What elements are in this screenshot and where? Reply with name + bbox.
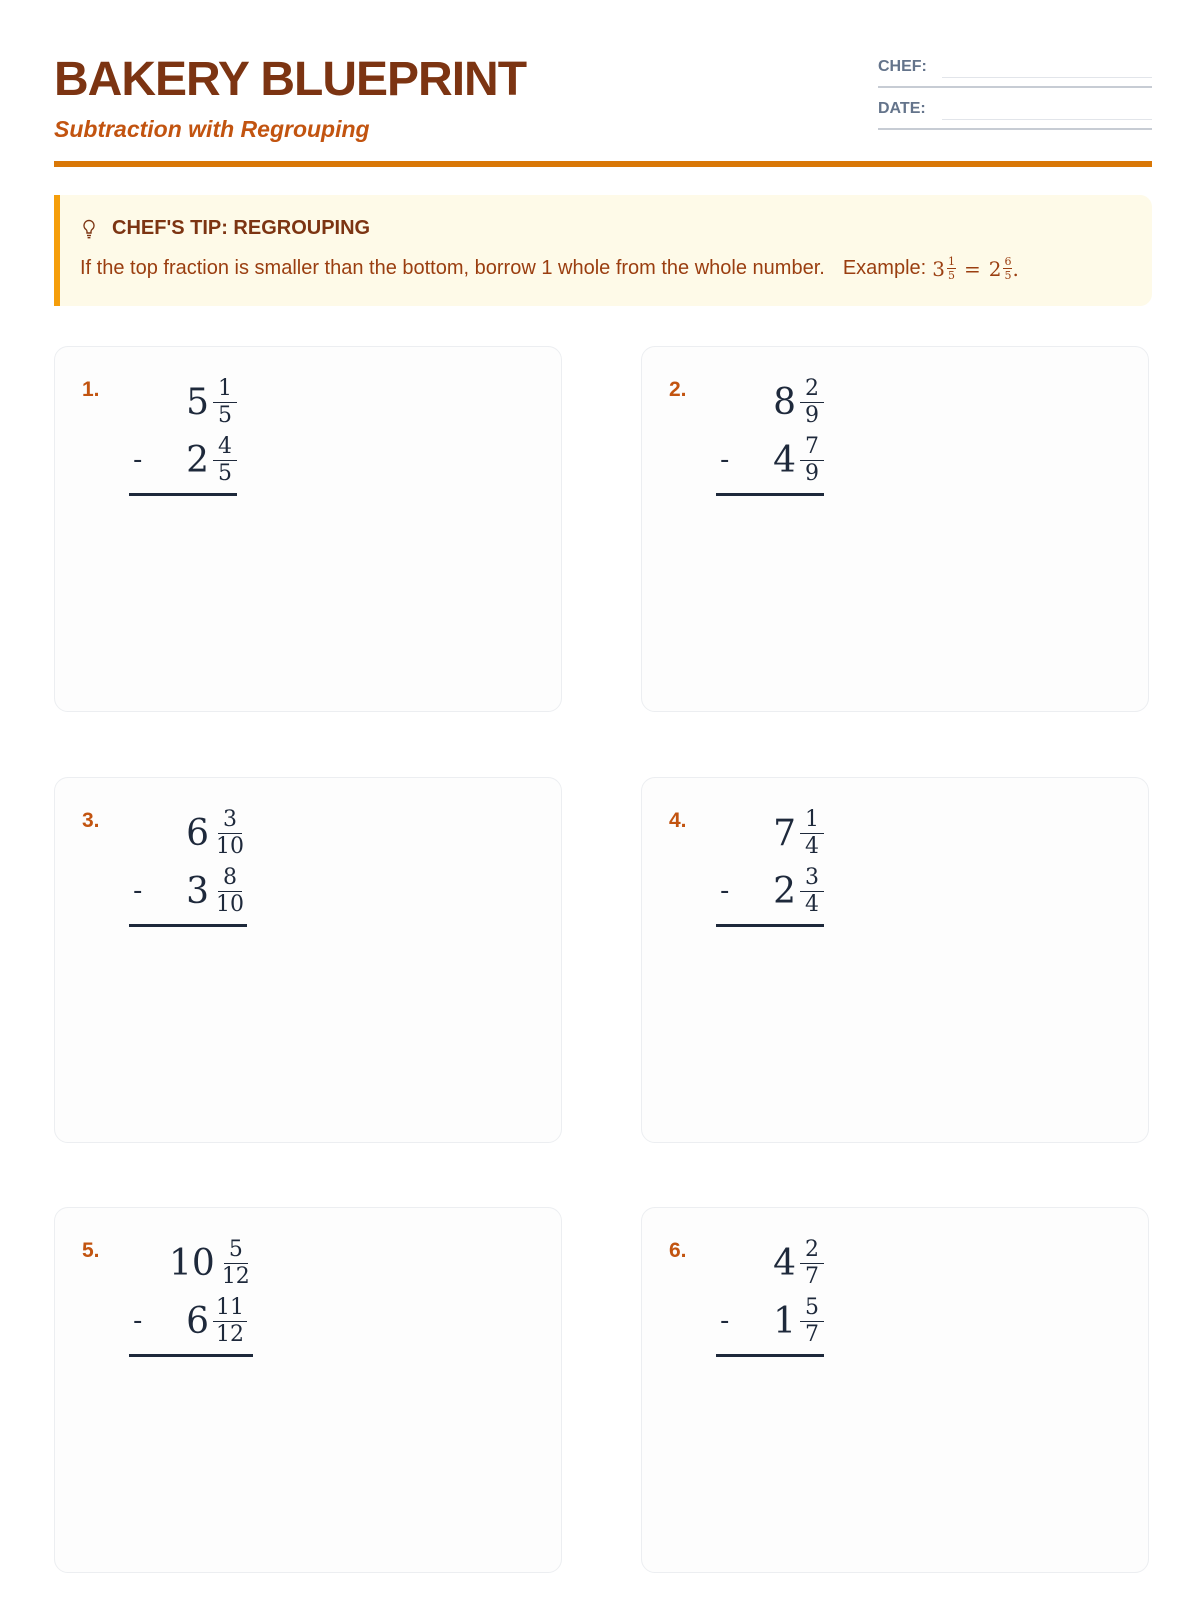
subtrahend-denominator: 4 xyxy=(805,891,819,917)
minuend-row xyxy=(716,1234,824,1292)
subtrahend-row xyxy=(129,1292,253,1350)
subtrahend-whole: 1 xyxy=(773,1300,796,1342)
problem-expression xyxy=(129,1234,253,1357)
answer-line xyxy=(716,1354,824,1357)
problem-card[interactable] xyxy=(641,777,1149,1143)
answer-line xyxy=(716,493,824,496)
date-field[interactable] xyxy=(878,88,1152,130)
subtrahend-fraction xyxy=(800,435,824,484)
tip-example xyxy=(843,256,1019,281)
date-label: DATE: xyxy=(878,100,926,117)
subtrahend-fraction xyxy=(800,1296,824,1345)
subtrahend-denominator: 7 xyxy=(805,1321,819,1347)
minuend-denominator: 4 xyxy=(805,833,819,859)
example-left-numerator: 1 xyxy=(947,255,955,268)
subtrahend-numerator: 11 xyxy=(213,1296,247,1321)
minuend-whole: 7 xyxy=(773,812,796,854)
worksheet-header xyxy=(54,53,1152,171)
subtrahend-numerator: 3 xyxy=(800,866,824,891)
problem-card[interactable] xyxy=(54,346,562,712)
minuend-row xyxy=(716,804,824,862)
chef-label: CHEF: xyxy=(878,58,927,75)
minus-sign: - xyxy=(720,1306,730,1336)
minuend-denominator: 10 xyxy=(216,833,244,859)
problem-number: 1. xyxy=(82,378,100,401)
minuend-denominator: 7 xyxy=(805,1263,819,1289)
problem-expression xyxy=(129,804,247,927)
subtrahend-whole: 6 xyxy=(186,1300,209,1342)
subtrahend-row xyxy=(716,431,824,489)
minuend-denominator: 9 xyxy=(805,402,819,428)
tip-body-row xyxy=(80,256,1132,281)
example-equals-sign: = xyxy=(963,256,981,281)
minuend-whole: 4 xyxy=(773,1242,796,1284)
minus-sign: - xyxy=(720,876,730,906)
date-input-line[interactable] xyxy=(942,119,1152,120)
problem-expression xyxy=(129,373,237,496)
minuend-row xyxy=(129,1234,253,1292)
problem-expression xyxy=(716,804,824,927)
subtrahend-numerator: 5 xyxy=(800,1296,824,1321)
minuend-fraction xyxy=(800,377,824,426)
subtrahend-whole: 4 xyxy=(773,439,796,481)
problem-card[interactable] xyxy=(54,777,562,1143)
tip-heading-row xyxy=(80,217,1132,240)
subtrahend-row xyxy=(129,862,247,920)
tip-body-text: If the top fraction is smaller than the bottom, borrow 1 whole from the whole number. xyxy=(80,257,825,279)
answer-line xyxy=(129,1354,253,1357)
example-period: . xyxy=(1012,256,1019,281)
subtrahend-numerator: 8 xyxy=(218,866,242,891)
minuend-denominator: 5 xyxy=(218,402,232,428)
minuend-fraction xyxy=(800,1238,824,1287)
minuend-whole: 6 xyxy=(186,812,209,854)
example-right-fraction xyxy=(1003,256,1012,281)
page-title: BAKERY BLUEPRINT xyxy=(54,53,527,106)
minuend-numerator: 3 xyxy=(218,808,242,833)
problem-number: 4. xyxy=(669,809,687,832)
problem-number: 2. xyxy=(669,378,687,401)
minuend-whole: 5 xyxy=(186,381,209,423)
example-left-fraction xyxy=(947,256,956,281)
subtrahend-denominator: 10 xyxy=(216,891,244,917)
subtrahend-row xyxy=(129,431,237,489)
answer-line xyxy=(716,924,824,927)
minuend-fraction xyxy=(213,377,237,426)
example-left-denominator: 5 xyxy=(947,269,955,282)
header-divider xyxy=(54,161,1152,167)
problem-card[interactable] xyxy=(641,346,1149,712)
problem-number: 3. xyxy=(82,809,100,832)
minuend-numerator: 5 xyxy=(224,1238,248,1263)
minuend-denominator: 12 xyxy=(221,1263,250,1289)
lightbulb-icon xyxy=(82,219,96,239)
subtrahend-whole: 2 xyxy=(773,870,796,912)
subtrahend-row xyxy=(716,862,824,920)
tip-example-math xyxy=(932,256,1019,281)
minuend-numerator: 2 xyxy=(800,377,824,402)
subtrahend-whole: 2 xyxy=(186,439,209,481)
minus-sign: - xyxy=(720,445,730,475)
minuend-row xyxy=(716,373,824,431)
name-date-fields xyxy=(878,56,1152,130)
chefs-tip-box xyxy=(54,195,1152,306)
problem-number: 6. xyxy=(669,1239,687,1262)
subtrahend-row xyxy=(716,1292,824,1350)
minuend-numerator: 1 xyxy=(213,377,237,402)
problem-card[interactable] xyxy=(641,1207,1149,1573)
subtrahend-denominator: 12 xyxy=(216,1321,244,1347)
chef-field[interactable] xyxy=(878,56,1152,88)
subtrahend-fraction xyxy=(213,1296,247,1345)
page-subtitle: Subtraction with Regrouping xyxy=(54,116,370,142)
minuend-whole: 8 xyxy=(773,381,796,423)
minuend-row xyxy=(129,373,237,431)
subtrahend-fraction xyxy=(213,435,237,484)
example-left-whole: 3 xyxy=(932,256,945,281)
subtrahend-fraction xyxy=(800,866,824,915)
minus-sign: - xyxy=(133,1306,143,1336)
minuend-row xyxy=(129,804,247,862)
minuend-whole: 10 xyxy=(169,1242,215,1284)
tip-heading: CHEF'S TIP: REGROUPING xyxy=(112,217,371,239)
minuend-numerator: 1 xyxy=(800,808,824,833)
answer-line xyxy=(129,493,237,496)
example-right-numerator: 6 xyxy=(1004,255,1012,268)
example-right-whole: 2 xyxy=(988,256,1002,281)
problem-expression xyxy=(716,1234,824,1357)
tip-example-label: Example: xyxy=(842,257,927,279)
minuend-numerator: 2 xyxy=(800,1238,824,1263)
problem-number: 5. xyxy=(82,1239,100,1262)
subtrahend-denominator: 5 xyxy=(218,460,232,486)
subtrahend-fraction xyxy=(213,866,247,915)
minuend-fraction xyxy=(213,808,247,857)
minus-sign: - xyxy=(133,876,143,906)
subtrahend-numerator: 7 xyxy=(800,435,824,460)
answer-line xyxy=(129,924,247,927)
subtrahend-numerator: 4 xyxy=(213,435,237,460)
minuend-fraction xyxy=(800,808,824,857)
chef-input-line[interactable] xyxy=(942,77,1152,78)
example-right-denominator: 5 xyxy=(1004,269,1012,282)
subtrahend-denominator: 9 xyxy=(805,460,819,486)
subtrahend-whole: 3 xyxy=(186,870,209,912)
problem-expression xyxy=(716,373,824,496)
minus-sign: - xyxy=(133,445,143,475)
problem-card[interactable] xyxy=(54,1207,562,1573)
minuend-fraction xyxy=(219,1238,253,1287)
